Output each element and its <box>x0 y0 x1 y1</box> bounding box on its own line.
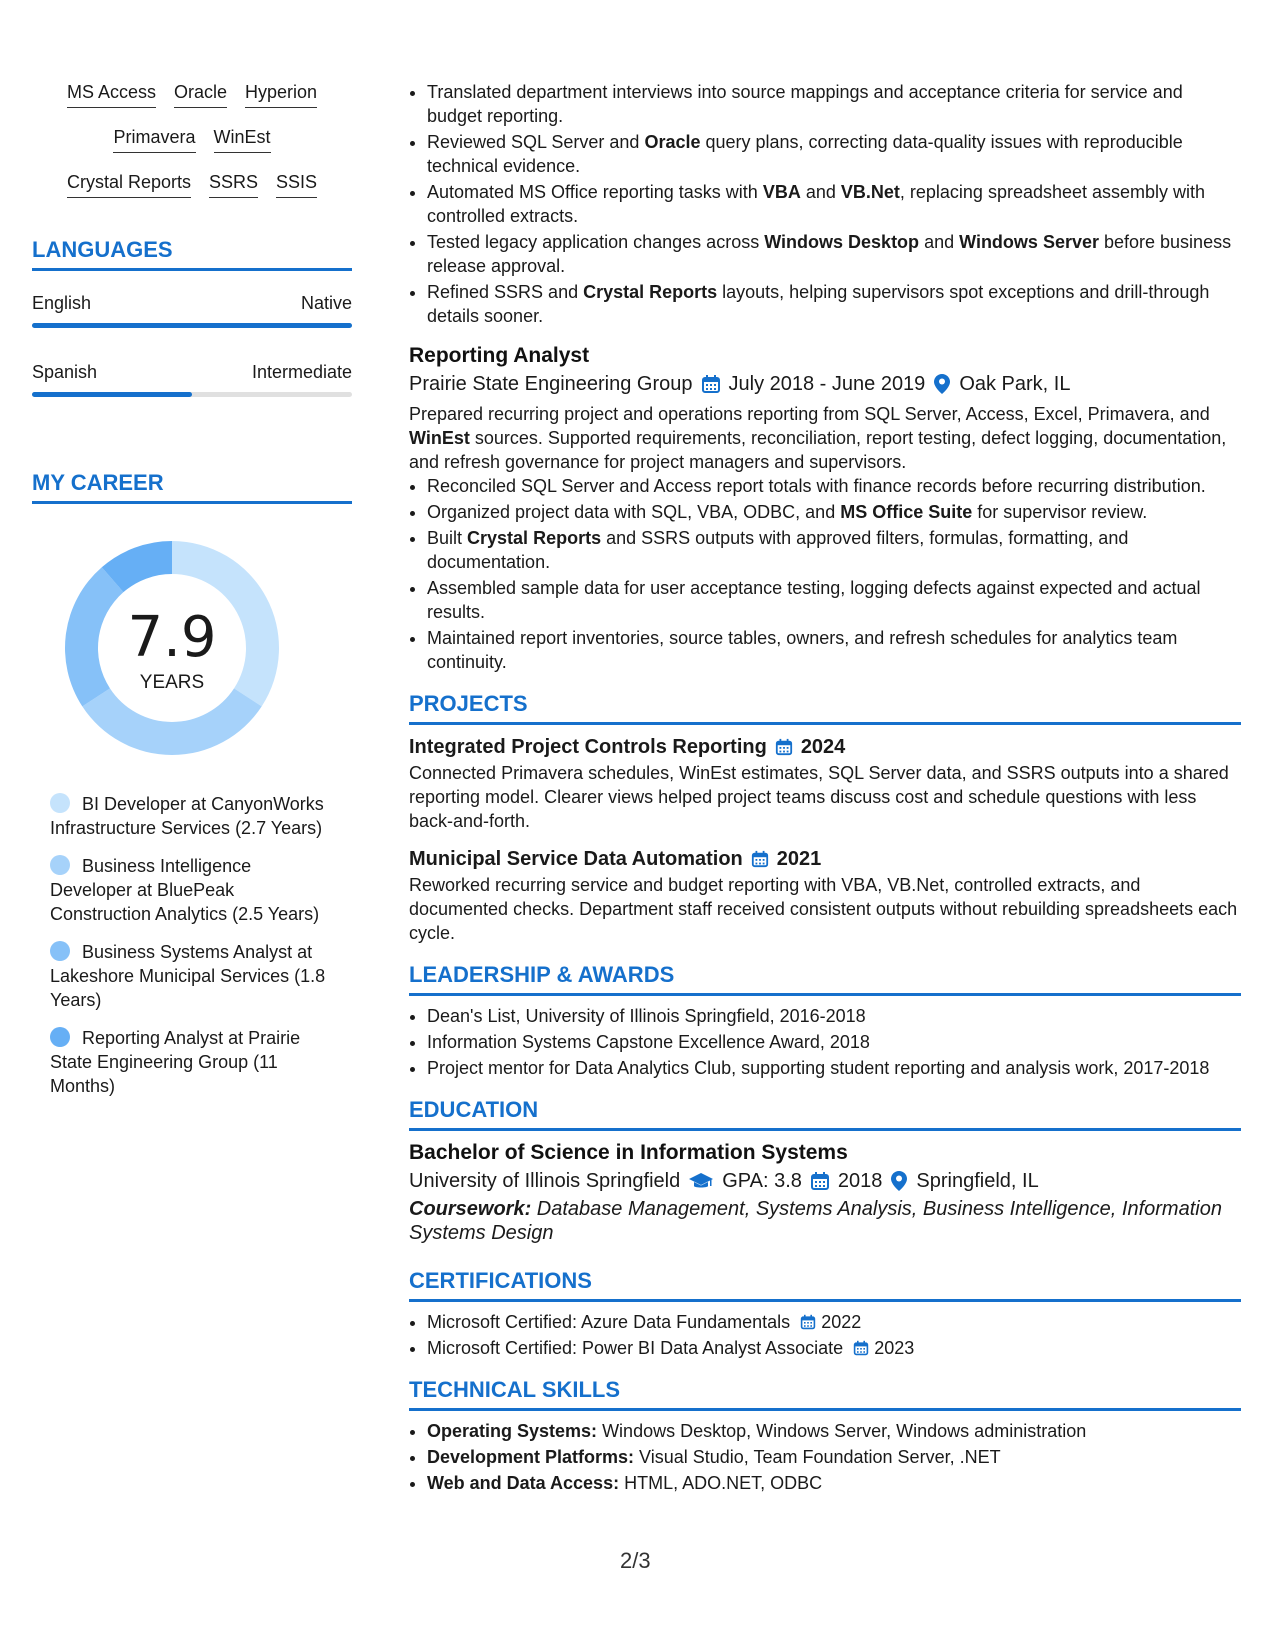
section-title: MY CAREER <box>32 470 164 495</box>
language-bar-fill <box>32 392 192 397</box>
section-title: CERTIFICATIONS <box>409 1268 592 1293</box>
language-name: Spanish <box>32 362 98 382</box>
education-section <box>409 1096 1241 1245</box>
skill-tag-row-3 <box>32 170 352 198</box>
project-year: 2021 <box>776 848 822 870</box>
graduation-year: 2018 <box>837 1170 883 1192</box>
technical-skills-list <box>409 1419 1241 1495</box>
school-name: University of Illinois Springfield <box>409 1170 681 1192</box>
certifications-section <box>409 1267 1241 1360</box>
job-title: Reporting Analyst <box>409 344 590 367</box>
skill-tag: SSRS <box>209 170 258 198</box>
bullet-item: • Refined SSRS and Crystal Reports layouts, helping supervisors spot exceptions and drill-through details sooner. <box>427 280 1241 328</box>
legend-label: BI Developer at CanyonWorks Infrastructure Services (2.7 Years) <box>50 794 324 838</box>
bullet-item: • Reconciled SQL Server and Access report totals with finance records before recurring distribution. <box>427 474 1241 498</box>
skill-item: • Operating Systems: Windows Desktop, Windows Server, Windows administration <box>427 1419 1241 1443</box>
legend-item <box>32 792 330 840</box>
bullet-item: • Reviewed SQL Server and Oracle query plans, correcting data-quality issues with reproducible technical evidence. <box>427 130 1241 178</box>
section-rule <box>32 501 352 504</box>
skill-tag: SSIS <box>276 170 317 198</box>
skill-tag-row-2 <box>32 125 352 153</box>
job-meta <box>409 370 1241 398</box>
career-donut <box>32 536 352 776</box>
skill-tag: WinEst <box>214 125 271 153</box>
language-item <box>32 360 352 397</box>
bullet-item: • Information Systems Capstone Excellence Award, 2018 <box>427 1030 1241 1054</box>
bullet-item: • Project mentor for Data Analytics Club, supporting student reporting and analysis work, 2017-2018 <box>427 1056 1241 1080</box>
legend-label: Business Intelligence Developer at BluePeak Construction Analytics (2.5 Years) <box>50 856 320 924</box>
bullet-item: • Assembled sample data for user acceptance testing, logging defects against expected and actual results. <box>427 576 1241 624</box>
legend-dot <box>50 793 70 813</box>
career-section <box>32 469 352 1098</box>
school-location: Springfield, IL <box>916 1170 1039 1192</box>
section-rule <box>409 1128 1241 1131</box>
bullet-item: • Maintained report inventories, source tables, owners, and refresh schedules for analytics team continuity. <box>427 626 1241 674</box>
coursework: Coursework: Database Management, Systems Analysis, Business Intelligence, Information Systems Design <box>409 1198 1222 1244</box>
job-summary: Prepared recurring project and operations reporting from SQL Server, Access, Excel, Primavera, and WinEst sources. Supported requirements, reconciliation, report testing, defect logging, documentation, and refresh governance for project managers and supervisors. <box>409 404 1227 472</box>
certification-item: • Microsoft Certified: Power BI Data Analyst Associate 2023 <box>427 1336 1241 1360</box>
bullet-item: • Built Crystal Reports and SSRS outputs with approved filters, formulas, formatting, and documentation. <box>427 526 1241 574</box>
section-rule <box>409 1299 1241 1302</box>
skill-tag: MS Access <box>67 80 156 108</box>
certification-item: • Microsoft Certified: Azure Data Fundamentals 2022 <box>427 1310 1241 1334</box>
career-legend <box>32 792 352 1098</box>
job-location: Oak Park, IL <box>959 373 1071 395</box>
leadership-section <box>409 961 1241 1080</box>
calendar-icon <box>810 1171 830 1191</box>
projects-section <box>409 690 1241 945</box>
calendar-icon <box>751 850 769 868</box>
technical-skills-section <box>409 1376 1241 1495</box>
legend-dot <box>50 941 70 961</box>
bullet-item: • Tested legacy application changes across Windows Desktop and Windows Server before business release approval. <box>427 230 1241 278</box>
skill-tag: Crystal Reports <box>67 170 191 198</box>
calendar-icon <box>853 1340 869 1356</box>
calendar-icon <box>775 738 793 756</box>
bullet-item: • Organized project data with SQL, VBA, ODBC, and MS Office Suite for supervisor review. <box>427 500 1241 524</box>
project-name: Integrated Project Controls Reporting <box>409 736 767 758</box>
leadership-list <box>409 1004 1241 1080</box>
skill-tag-row-1 <box>32 80 352 108</box>
section-rule <box>409 1408 1241 1411</box>
bullet-item: • Dean's List, University of Illinois Springfield, 2016-2018 <box>427 1004 1241 1028</box>
career-total: 7.9 <box>127 605 217 670</box>
legend-label: Business Systems Analyst at Lakeshore Municipal Services (1.8 Years) <box>50 942 326 1010</box>
section-title: TECHNICAL SKILLS <box>409 1377 621 1402</box>
donut-segment-2 <box>82 688 261 755</box>
job-dates: July 2018 - June 2019 <box>728 373 926 395</box>
graduation-cap-icon <box>688 1171 714 1191</box>
main-content <box>409 80 1241 1497</box>
education-meta <box>409 1167 1241 1195</box>
section-title: LEADERSHIP & AWARDS <box>409 962 675 987</box>
legend-item <box>32 940 330 1012</box>
location-pin-icon <box>933 373 951 395</box>
skill-item: • Development Platforms: Visual Studio, Team Foundation Server, .NET <box>427 1445 1241 1469</box>
project-item <box>409 845 1241 945</box>
prev-job-bullets <box>409 80 1241 328</box>
legend-label: Reporting Analyst at Prairie State Engineering Group (11 Months) <box>50 1028 301 1096</box>
job-bullets <box>409 474 1241 674</box>
language-name: English <box>32 293 92 313</box>
calendar-icon <box>800 1314 816 1330</box>
job-entry <box>409 342 1241 674</box>
legend-dot <box>50 855 70 875</box>
language-bar-fill <box>32 323 352 328</box>
location-pin-icon <box>890 1170 908 1192</box>
section-title: EDUCATION <box>409 1097 539 1122</box>
skill-item: • Web and Data Access: HTML, ADO.NET, ODBC <box>427 1471 1241 1495</box>
project-item <box>409 733 1241 833</box>
language-item <box>32 291 352 328</box>
project-desc: Connected Primavera schedules, WinEst estimates, SQL Server data, and SSRS outputs into a shared reporting model. Clearer views helped project teams discuss cost and schedule questions with less back-and-forth. <box>409 763 1229 831</box>
calendar-icon <box>701 374 721 394</box>
skill-tag: Primavera <box>113 125 195 153</box>
project-name: Municipal Service Data Automation <box>409 848 743 870</box>
skill-tag: Oracle <box>174 80 227 108</box>
company-name: Prairie State Engineering Group <box>409 373 693 395</box>
legend-item <box>32 1026 330 1098</box>
section-title: LANGUAGES <box>32 237 173 262</box>
section-rule <box>409 722 1241 725</box>
section-rule <box>32 268 352 271</box>
degree-title: Bachelor of Science in Information Systems <box>409 1141 848 1164</box>
language-bar <box>32 392 352 397</box>
language-bar <box>32 323 352 328</box>
legend-item <box>32 854 330 926</box>
project-desc: Reworked recurring service and budget reporting with VBA, VB.Net, controlled extracts, and documented checks. Department staff received consistent outputs without rebuilding spreadsheets each cycle. <box>409 875 1238 943</box>
career-unit: YEARS <box>139 672 205 693</box>
language-level: Intermediate <box>251 362 352 382</box>
project-year: 2024 <box>800 736 846 758</box>
gpa: GPA: 3.8 <box>722 1170 802 1192</box>
section-rule <box>409 993 1241 996</box>
section-title: PROJECTS <box>409 691 528 716</box>
sidebar <box>32 80 352 1112</box>
skill-tags <box>32 80 352 198</box>
skill-tag: Hyperion <box>245 80 317 108</box>
bullet-item: • Translated department interviews into source mappings and acceptance criteria for service and budget reporting. <box>427 80 1241 128</box>
certifications-list <box>409 1310 1241 1360</box>
legend-dot <box>50 1027 70 1047</box>
languages-section <box>32 236 352 397</box>
page-number: 2/3 <box>620 1548 651 1573</box>
bullet-item: • Automated MS Office reporting tasks with VBA and VB.Net, replacing spreadsheet assembly with controlled extracts. <box>427 180 1241 228</box>
language-level: Native <box>300 293 352 313</box>
